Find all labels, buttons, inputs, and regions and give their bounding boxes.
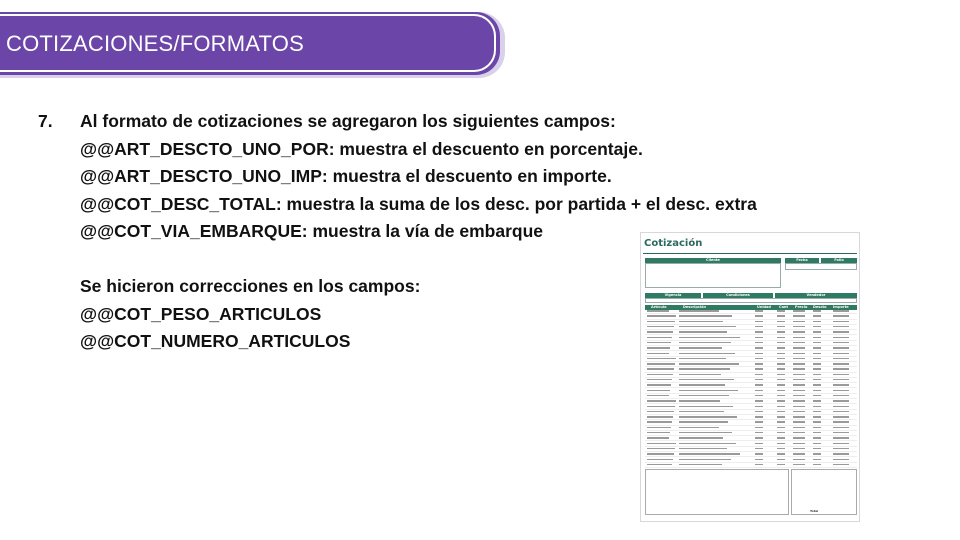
- placeholder-text-bar: [793, 437, 805, 438]
- date-header: Fecha: [785, 258, 819, 263]
- folio-header: Folio: [821, 258, 857, 263]
- placeholder-text-bar: [813, 337, 821, 338]
- placeholder-text-bar: [813, 416, 821, 417]
- placeholder-text-bar: [777, 448, 785, 449]
- placeholder-text-bar: [755, 400, 763, 401]
- placeholder-text-bar: [679, 448, 727, 449]
- placeholder-text-bar: [793, 395, 805, 396]
- placeholder-text-bar: [777, 326, 785, 327]
- placeholder-text-bar: [777, 384, 785, 385]
- placeholder-text-bar: [679, 432, 732, 433]
- placeholder-text-bar: [647, 326, 674, 327]
- placeholder-text-bar: [647, 421, 672, 422]
- placeholder-text-bar: [813, 310, 821, 311]
- placeholder-text-bar: [813, 353, 821, 354]
- placeholder-text-bar: [647, 384, 671, 385]
- placeholder-text-bar: [833, 321, 849, 322]
- placeholder-text-bar: [793, 384, 805, 385]
- placeholder-text-bar: [833, 395, 849, 396]
- terms-box: [645, 298, 857, 303]
- placeholder-text-bar: [793, 315, 805, 316]
- placeholder-text-bar: [679, 321, 723, 322]
- placeholder-text-bar: [793, 432, 805, 433]
- placeholder-text-bar: [813, 379, 821, 380]
- placeholder-text-bar: [755, 437, 763, 438]
- col-price: Precio: [795, 305, 808, 309]
- placeholder-text-bar: [679, 342, 731, 343]
- placeholder-text-bar: [755, 331, 763, 332]
- placeholder-text-bar: [793, 374, 805, 375]
- quotation-format-image: [640, 232, 860, 522]
- date-folio-box: [785, 263, 857, 270]
- title-divider: [643, 253, 857, 254]
- placeholder-text-bar: [813, 390, 821, 391]
- placeholder-text-bar: [647, 437, 669, 438]
- placeholder-text-bar: [813, 321, 821, 322]
- col-qty: Cant: [779, 305, 789, 309]
- placeholder-text-bar: [793, 326, 805, 327]
- placeholder-text-bar: [647, 368, 674, 369]
- placeholder-text-bar: [679, 421, 728, 422]
- placeholder-text-bar: [755, 347, 763, 348]
- placeholder-text-bar: [777, 459, 785, 460]
- placeholder-text-bar: [833, 421, 849, 422]
- placeholder-text-bar: [833, 353, 849, 354]
- placeholder-text-bar: [777, 443, 785, 444]
- placeholder-text-bar: [679, 337, 740, 338]
- placeholder-text-bar: [833, 379, 849, 380]
- placeholder-text-bar: [813, 363, 821, 364]
- placeholder-text-bar: [777, 400, 785, 401]
- placeholder-text-bar: [793, 321, 805, 322]
- placeholder-text-bar: [777, 310, 785, 311]
- placeholder-text-bar: [679, 464, 722, 465]
- placeholder-text-bar: [679, 437, 723, 438]
- placeholder-text-bar: [793, 347, 805, 348]
- placeholder-text-bar: [813, 464, 821, 465]
- placeholder-text-bar: [777, 406, 785, 407]
- placeholder-text-bar: [647, 443, 676, 444]
- placeholder-text-bar: [679, 384, 725, 385]
- placeholder-text-bar: [755, 374, 763, 375]
- placeholder-text-bar: [647, 448, 675, 449]
- placeholder-text-bar: [793, 358, 805, 359]
- placeholder-text-bar: [833, 448, 849, 449]
- placeholder-text-bar: [647, 379, 672, 380]
- placeholder-text-bar: [679, 347, 722, 348]
- seller-header: Vendedor: [775, 293, 857, 298]
- placeholder-text-bar: [833, 384, 849, 385]
- placeholder-text-bar: [647, 453, 674, 454]
- placeholder-text-bar: [679, 427, 719, 428]
- placeholder-text-bar: [813, 358, 821, 359]
- placeholder-text-bar: [833, 437, 849, 438]
- placeholder-text-bar: [647, 464, 672, 465]
- placeholder-text-bar: [755, 321, 763, 322]
- placeholder-text-bar: [755, 395, 763, 396]
- placeholder-text-bar: [777, 331, 785, 332]
- placeholder-text-bar: [833, 390, 849, 391]
- placeholder-text-bar: [777, 421, 785, 422]
- placeholder-text-bar: [813, 448, 821, 449]
- placeholder-text-bar: [833, 400, 849, 401]
- placeholder-text-bar: [679, 368, 730, 369]
- content-line-field: @@ART_DESCTO_UNO_IMP: muestra el descuento en importe.: [80, 166, 612, 186]
- placeholder-text-bar: [833, 363, 849, 364]
- placeholder-text-bar: [647, 358, 676, 359]
- placeholder-text-bar: [833, 310, 849, 311]
- placeholder-text-bar: [793, 310, 805, 311]
- placeholder-text-bar: [793, 337, 805, 338]
- placeholder-text-bar: [793, 390, 805, 391]
- placeholder-text-bar: [755, 358, 763, 359]
- placeholder-text-bar: [777, 395, 785, 396]
- placeholder-text-bar: [755, 363, 763, 364]
- placeholder-text-bar: [755, 368, 763, 369]
- placeholder-text-bar: [679, 358, 726, 359]
- placeholder-text-bar: [793, 353, 805, 354]
- content-line-field: @@COT_PESO_ARTICULOS: [80, 303, 322, 324]
- placeholder-text-bar: [755, 337, 763, 338]
- placeholder-text-bar: [813, 368, 821, 369]
- placeholder-text-bar: [647, 416, 673, 417]
- placeholder-text-bar: [755, 353, 763, 354]
- placeholder-text-bar: [793, 411, 805, 412]
- placeholder-text-bar: [813, 437, 821, 438]
- placeholder-text-bar: [793, 368, 805, 369]
- placeholder-text-bar: [833, 411, 849, 412]
- placeholder-text-bar: [679, 395, 729, 396]
- placeholder-text-bar: [793, 400, 805, 401]
- document-title: Cotización: [644, 238, 703, 249]
- totals-box: [791, 469, 857, 515]
- placeholder-text-bar: [679, 459, 731, 460]
- placeholder-text-bar: [793, 427, 805, 428]
- placeholder-text-bar: [647, 342, 671, 343]
- placeholder-text-bar: [777, 453, 785, 454]
- placeholder-text-bar: [647, 353, 669, 354]
- placeholder-text-bar: [793, 406, 805, 407]
- client-header: Cliente: [645, 258, 781, 263]
- placeholder-text-bar: [833, 432, 849, 433]
- placeholder-text-bar: [813, 443, 821, 444]
- placeholder-text-bar: [647, 331, 673, 332]
- total-label: Total: [810, 509, 819, 513]
- placeholder-text-bar: [647, 411, 674, 412]
- placeholder-text-bar: [833, 342, 849, 343]
- content-line-intro: Al formato de cotizaciones se agregaron los siguientes campos:: [80, 111, 616, 131]
- placeholder-text-bar: [833, 416, 849, 417]
- placeholder-text-bar: [777, 390, 785, 391]
- placeholder-text-bar: [813, 395, 821, 396]
- placeholder-text-bar: [679, 411, 724, 412]
- placeholder-text-bar: [755, 432, 763, 433]
- placeholder-text-bar: [813, 432, 821, 433]
- placeholder-text-bar: [679, 363, 739, 364]
- placeholder-text-bar: [777, 363, 785, 364]
- placeholder-text-bar: [647, 321, 675, 322]
- placeholder-text-bar: [777, 374, 785, 375]
- placeholder-text-bar: [833, 453, 849, 454]
- col-article: Artículo: [651, 305, 667, 309]
- items-table: [645, 309, 857, 468]
- placeholder-text-bar: [679, 374, 721, 375]
- placeholder-text-bar: [647, 427, 671, 428]
- content-line-field: @@COT_NUMERO_ARTICULOS: [80, 331, 351, 351]
- placeholder-text-bar: [833, 347, 849, 348]
- placeholder-text-bar: [679, 406, 733, 407]
- placeholder-text-bar: [755, 443, 763, 444]
- placeholder-text-bar: [755, 427, 763, 428]
- placeholder-text-bar: [777, 353, 785, 354]
- client-box: [645, 263, 781, 288]
- content-line-field: @@COT_VIA_EMBARQUE: muestra la vía de embarque: [80, 221, 543, 241]
- validity-header: Vigencia: [645, 293, 701, 298]
- placeholder-text-bar: [647, 363, 675, 364]
- placeholder-text-bar: [833, 464, 849, 465]
- placeholder-text-bar: [793, 453, 805, 454]
- placeholder-text-bar: [679, 390, 738, 391]
- placeholder-text-bar: [777, 411, 785, 412]
- slide-title: COTIZACIONES/FORMATOS: [6, 31, 304, 56]
- placeholder-text-bar: [755, 448, 763, 449]
- item-number: 7.: [38, 111, 53, 131]
- placeholder-text-bar: [777, 464, 785, 465]
- placeholder-text-bar: [647, 432, 670, 433]
- placeholder-text-bar: [833, 406, 849, 407]
- placeholder-text-bar: [777, 342, 785, 343]
- placeholder-text-bar: [777, 432, 785, 433]
- placeholder-text-bar: [813, 326, 821, 327]
- placeholder-text-bar: [755, 421, 763, 422]
- placeholder-text-bar: [833, 427, 849, 428]
- placeholder-text-bar: [777, 347, 785, 348]
- placeholder-text-bar: [813, 400, 821, 401]
- placeholder-text-bar: [793, 416, 805, 417]
- placeholder-text-bar: [833, 337, 849, 338]
- placeholder-text-bar: [813, 421, 821, 422]
- placeholder-text-bar: [793, 342, 805, 343]
- placeholder-text-bar: [813, 384, 821, 385]
- placeholder-text-bar: [793, 459, 805, 460]
- placeholder-text-bar: [647, 337, 672, 338]
- placeholder-text-bar: [755, 406, 763, 407]
- placeholder-text-bar: [679, 379, 734, 380]
- placeholder-text-bar: [813, 331, 821, 332]
- placeholder-text-bar: [755, 379, 763, 380]
- placeholder-text-bar: [679, 416, 737, 417]
- placeholder-text-bar: [777, 337, 785, 338]
- content-line-field: @@ART_DESCTO_UNO_POR: muestra el descuento en porcentaje.: [80, 138, 643, 159]
- placeholder-text-bar: [813, 374, 821, 375]
- placeholder-text-bar: [793, 443, 805, 444]
- placeholder-text-bar: [813, 453, 821, 454]
- placeholder-text-bar: [793, 421, 805, 422]
- placeholder-text-bar: [647, 310, 669, 311]
- placeholder-text-bar: [755, 453, 763, 454]
- placeholder-text-bar: [755, 459, 763, 460]
- placeholder-text-bar: [793, 363, 805, 364]
- placeholder-text-bar: [777, 416, 785, 417]
- placeholder-text-bar: [777, 315, 785, 316]
- placeholder-text-bar: [833, 315, 849, 316]
- placeholder-text-bar: [679, 326, 736, 327]
- placeholder-text-bar: [755, 411, 763, 412]
- placeholder-text-bar: [833, 368, 849, 369]
- placeholder-text-bar: [793, 331, 805, 332]
- placeholder-text-bar: [777, 368, 785, 369]
- col-discount: Descto: [813, 305, 827, 309]
- placeholder-text-bar: [777, 427, 785, 428]
- placeholder-text-bar: [813, 411, 821, 412]
- placeholder-text-bar: [647, 406, 675, 407]
- placeholder-text-bar: [813, 347, 821, 348]
- placeholder-text-bar: [679, 353, 735, 354]
- placeholder-text-bar: [647, 390, 670, 391]
- placeholder-text-bar: [755, 342, 763, 343]
- placeholder-text-bar: [813, 342, 821, 343]
- conditions-header: Condiciones: [703, 293, 773, 298]
- placeholder-text-bar: [755, 416, 763, 417]
- placeholder-text-bar: [755, 326, 763, 327]
- placeholder-text-bar: [813, 427, 821, 428]
- placeholder-text-bar: [813, 459, 821, 460]
- placeholder-text-bar: [833, 374, 849, 375]
- placeholder-text-bar: [679, 400, 720, 401]
- placeholder-text-bar: [755, 464, 763, 465]
- placeholder-text-bar: [813, 406, 821, 407]
- placeholder-text-bar: [833, 331, 849, 332]
- col-description: Descripción: [683, 305, 707, 309]
- placeholder-text-bar: [777, 379, 785, 380]
- placeholder-text-bar: [755, 390, 763, 391]
- placeholder-text-bar: [833, 326, 849, 327]
- placeholder-text-bar: [833, 459, 849, 460]
- placeholder-text-bar: [793, 379, 805, 380]
- placeholder-text-bar: [777, 321, 785, 322]
- placeholder-text-bar: [777, 358, 785, 359]
- placeholder-text-bar: [679, 453, 740, 454]
- content-line-corrections: Se hicieron correcciones en los campos:: [80, 276, 421, 296]
- placeholder-text-bar: [793, 448, 805, 449]
- placeholder-text-bar: [755, 384, 763, 385]
- placeholder-text-bar: [833, 443, 849, 444]
- placeholder-text-bar: [679, 331, 727, 332]
- table-row: [645, 463, 857, 468]
- placeholder-text-bar: [679, 315, 732, 316]
- placeholder-text-bar: [793, 464, 805, 465]
- placeholder-text-bar: [755, 315, 763, 316]
- placeholder-text-bar: [813, 315, 821, 316]
- placeholder-text-bar: [647, 347, 670, 348]
- col-amount: Importe: [833, 305, 849, 309]
- placeholder-text-bar: [679, 443, 736, 444]
- placeholder-text-bar: [647, 395, 669, 396]
- placeholder-text-bar: [647, 459, 673, 460]
- notes-box: [645, 469, 789, 515]
- placeholder-text-bar: [833, 358, 849, 359]
- col-unit: Unidad: [757, 305, 771, 309]
- placeholder-text-bar: [647, 374, 673, 375]
- placeholder-text-bar: [647, 315, 676, 316]
- placeholder-text-bar: [679, 310, 719, 311]
- content-line-field: @@COT_DESC_TOTAL: muestra la suma de los desc. por partida + el desc. extra: [80, 193, 757, 214]
- placeholder-text-bar: [647, 400, 676, 401]
- placeholder-text-bar: [777, 437, 785, 438]
- placeholder-text-bar: [755, 310, 763, 311]
